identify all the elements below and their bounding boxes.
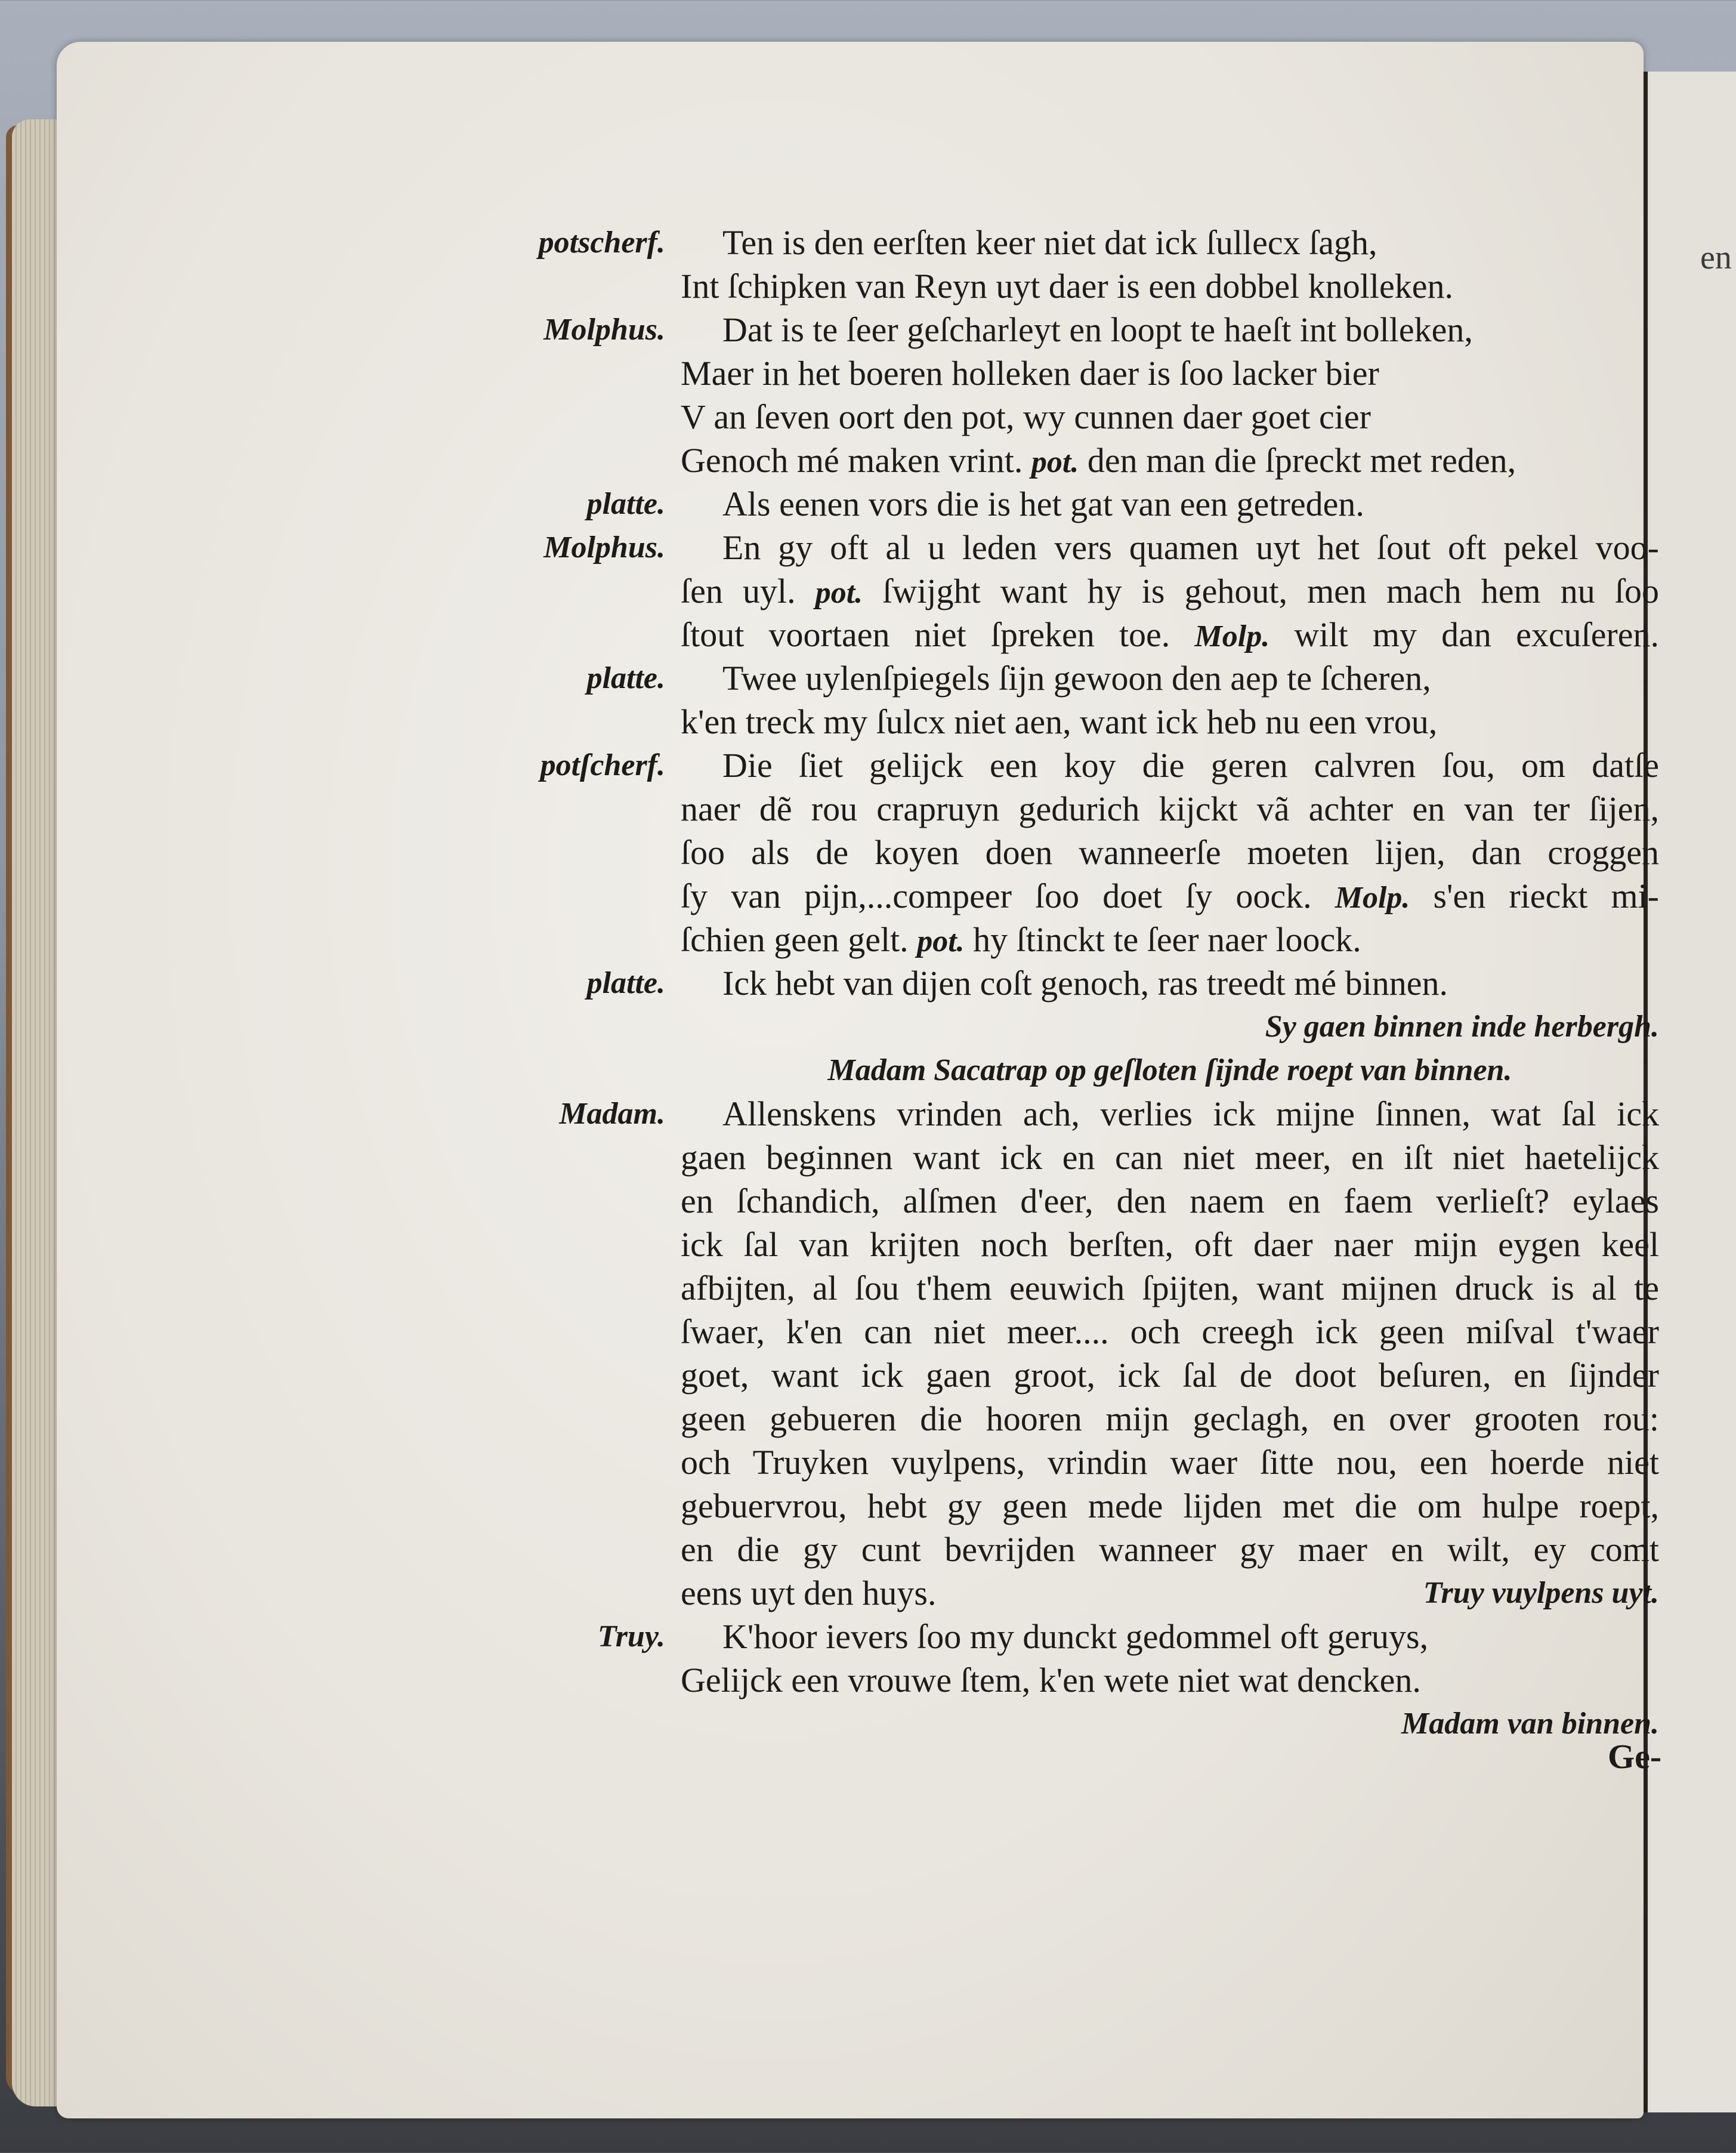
text-segment: ick ſal van krijten noch berſten, oft daer naer mijn eygen keel <box>681 1225 1659 1264</box>
text-line <box>57 787 1667 831</box>
line-text <box>681 1223 1659 1266</box>
line-text <box>681 1484 1659 1528</box>
line-text <box>681 1397 1659 1441</box>
text-line <box>57 221 1667 264</box>
line-text <box>681 831 1659 874</box>
catchword: Ge- <box>1608 1737 1662 1776</box>
text-segment: naer dẽ rou crapruyn gedurich kijckt vã achter en van ter ſijen, <box>681 789 1659 828</box>
text-segment: Twee uylenſpiegels ſijn gewoon den aep te ſcheren, <box>722 659 1431 698</box>
text-segment: och Truyken vuylpens, vrindin waer ſitte nou, een hoerde niet <box>681 1443 1659 1482</box>
stage-direction <box>681 1702 1659 1745</box>
italic-segment: Molp. <box>1194 619 1270 653</box>
text-segment: Dat is te ſeer geſcharleyt en loopt te haeſt int bolleken, <box>722 310 1473 349</box>
italic-segment: pot. <box>815 576 863 610</box>
line-text <box>681 744 1659 787</box>
text-line <box>57 351 1667 395</box>
text-segment: Madam Sacatrap op geſloten ſijnde roept van binnen. <box>827 1053 1512 1087</box>
text-line <box>57 1528 1667 1571</box>
italic-segment: pot. <box>1031 445 1079 479</box>
book-page <box>57 42 1662 2118</box>
text-line <box>57 1179 1667 1223</box>
text-line <box>57 1702 1667 1745</box>
text-segment: hy ſtinckt te ſeer naer loock. <box>964 920 1361 959</box>
page-text <box>57 221 1667 1745</box>
text-line <box>57 569 1667 613</box>
line-text <box>681 1266 1659 1310</box>
line-text <box>681 308 1659 351</box>
text-segment: geen gebueren die hooren mijn geclagh, en over grooten rou: <box>681 1399 1659 1438</box>
line-text <box>681 1310 1659 1353</box>
speaker-label: Truy. <box>597 1620 665 1654</box>
line-text <box>681 1571 1659 1615</box>
speaker-label: Molphus. <box>543 313 665 347</box>
line-text <box>681 700 1659 744</box>
text-line <box>57 656 1667 700</box>
text-line <box>57 918 1667 961</box>
line-text <box>681 264 1659 308</box>
text-line <box>57 439 1667 482</box>
line-text <box>681 1615 1659 1658</box>
line-text <box>681 961 1659 1005</box>
italic-segment: pot. <box>917 924 965 958</box>
line-text <box>681 1136 1659 1179</box>
text-line <box>57 308 1667 351</box>
text-line <box>57 482 1667 526</box>
text-segment: en ſchandich, alſmen d'eer, den naem en faem verlieſt? eylaes <box>681 1182 1659 1220</box>
text-segment: wilt my dan excuſeren. <box>1269 615 1659 654</box>
line-text <box>681 221 1659 264</box>
text-segment: afbijten, al ſou t'hem eeuwich ſpijten, want mijnen druck is al te <box>681 1269 1659 1307</box>
line-text <box>681 569 1659 613</box>
speaker-label: potſcherf. <box>540 748 665 782</box>
text-line <box>57 1571 1667 1615</box>
stage-direction <box>681 1005 1659 1048</box>
speaker-label: platte. <box>586 966 665 1000</box>
text-segment: k'en treck my ſulcx niet aen, want ick heb nu een vrou, <box>681 702 1438 741</box>
text-segment: ſen uyl. <box>681 572 816 610</box>
text-line <box>57 264 1667 308</box>
text-segment: Ten is den eerſten keer niet dat ick ſullecx ſagh, <box>722 223 1377 262</box>
text-segment: goet, want ick gaen groot, ick ſal de doot beſuren, en ſijnder <box>681 1356 1659 1395</box>
text-line <box>57 1615 1667 1658</box>
text-line <box>57 613 1667 656</box>
text-segment: Gelijck een vrouwe ſtem, k'en wete niet wat dencken. <box>681 1661 1421 1699</box>
speaker-label: platte. <box>586 661 665 695</box>
text-segment: Genoch mé maken vrint. <box>681 441 1031 480</box>
text-segment: Als eenen vors die is het gat van een getreden. <box>722 485 1364 523</box>
text-segment: gebuervrou, hebt gy geen mede lijden met die om hulpe roept, <box>681 1486 1659 1525</box>
line-text <box>681 1092 1659 1136</box>
text-line <box>57 1136 1667 1179</box>
text-segment: eens uyt den huys. <box>681 1574 937 1612</box>
speaker-label: potscherf. <box>538 226 665 260</box>
italic-segment: Molp. <box>1335 881 1410 915</box>
text-line <box>57 1005 1667 1048</box>
text-segment: gaen beginnen want ick en can niet meer, en iſt niet haetelijck <box>681 1138 1659 1177</box>
text-line <box>57 1441 1667 1484</box>
text-line <box>57 1048 1667 1092</box>
line-text <box>681 918 1659 963</box>
line-text <box>681 482 1659 526</box>
text-line <box>57 1092 1667 1136</box>
text-segment: ſwijght want hy is gehout, men mach hem nu ſoo <box>863 572 1659 610</box>
text-line <box>57 874 1667 918</box>
text-segment: Die ſiet gelijck een koy die geren calvren ſou, om datſe <box>722 746 1659 785</box>
text-segment: Maer in het boeren holleken daer is ſoo lacker bier <box>681 354 1379 393</box>
text-segment: Int ſchipken van Reyn uyt daer is een dobbel knolleken. <box>681 267 1453 306</box>
text-segment: ſchien geen gelt. <box>681 920 918 959</box>
italic-segment: Truy vuylpens uyt. <box>1423 1576 1659 1610</box>
text-segment: en die gy cunt bevrijden wanneer gy maer en wilt, ey comt <box>681 1530 1659 1569</box>
speaker-label: Molphus. <box>543 530 665 565</box>
facing-page-fragment: en <box>1700 239 1732 276</box>
text-segment: Ick hebt van dijen coſt genoch, ras treedt mé binnen. <box>722 964 1448 1003</box>
line-text <box>681 1441 1659 1484</box>
line-text <box>681 874 1659 918</box>
text-line <box>57 1353 1667 1397</box>
text-segment: s'en rieckt mi- <box>1410 877 1659 915</box>
text-line <box>57 744 1667 787</box>
text-line <box>57 1223 1667 1266</box>
line-text <box>681 395 1659 439</box>
text-segment: ſwaer, k'en can niet meer.... och creegh ick geen miſval t'waer <box>681 1312 1659 1351</box>
text-segment: den man die ſpreckt met reden, <box>1079 441 1516 480</box>
text-segment: ſtout voortaen niet ſpreken toe. <box>681 615 1195 654</box>
text-segment: Madam van binnen. <box>1401 1707 1659 1741</box>
text-segment: Sy gaen binnen inde herbergh. <box>1265 1010 1659 1044</box>
text-line <box>57 395 1667 439</box>
line-text <box>681 526 1659 569</box>
line-text <box>681 1179 1659 1223</box>
text-line <box>57 1266 1667 1310</box>
text-segment: ſoo als de koyen doen wanneerſe moeten lijen, dan croggen <box>681 833 1659 872</box>
line-text <box>681 439 1659 484</box>
line-text <box>681 1658 1659 1702</box>
text-line <box>57 831 1667 874</box>
line-text <box>681 656 1659 700</box>
text-segment: K'hoor ievers ſoo my dunckt gedommel oft geruys, <box>722 1617 1429 1656</box>
text-line <box>57 526 1667 569</box>
text-line <box>57 1310 1667 1353</box>
text-line <box>57 700 1667 744</box>
text-line <box>57 1658 1667 1702</box>
line-text <box>681 787 1659 831</box>
speaker-label: Madam. <box>559 1097 665 1131</box>
text-segment: V an ſeven oort den pot, wy cunnen daer goet cier <box>681 397 1371 436</box>
text-line <box>57 961 1667 1005</box>
text-line <box>57 1397 1667 1441</box>
stage-direction <box>681 1048 1659 1092</box>
text-segment: Allenskens vrinden ach, verlies ick mijne ſinnen, wat ſal ick <box>722 1094 1659 1133</box>
speaker-label: platte. <box>586 487 665 521</box>
line-text <box>681 613 1659 656</box>
line-text <box>681 351 1659 395</box>
text-line <box>57 1484 1667 1528</box>
line-text <box>681 1353 1659 1397</box>
text-segment: En gy oft al u leden vers quamen uyt het ſout oft pekel voo- <box>722 528 1659 567</box>
line-text <box>681 1528 1659 1571</box>
text-segment: ſy van pijn,...compeer ſoo doet ſy oock. <box>681 877 1335 915</box>
